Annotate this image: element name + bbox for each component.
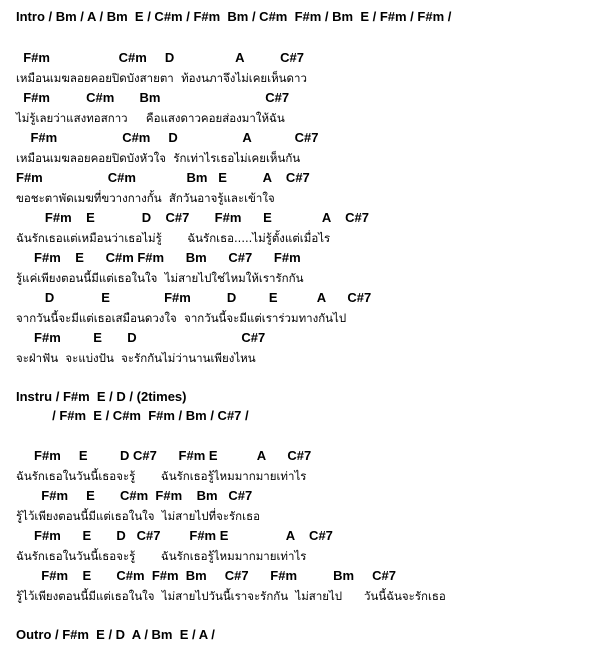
chord-line: F#m E C#m F#m Bm C#7 bbox=[16, 488, 253, 503]
lyric-line: ฉันรักเธอแต่เหมือนว่าเธอไม่รู้ ฉันรักเธอ.....ไม่รู้ตั้งแต่เมื่อไร bbox=[16, 231, 331, 245]
lyric-line: เหมือนเมฆลอยคอยปิดบังสายตา ท้องนภาจึงไม่เคยเห็นดาว bbox=[16, 71, 307, 85]
chord-line: F#m E C#m F#m Bm C#7 F#m Bm C#7 bbox=[16, 568, 396, 583]
lyric-line: ฉันรักเธอในวันนี้เธอจะรู้ ฉันรักเธอรู้ไหมมากมายเท่าไร bbox=[16, 469, 307, 483]
lyric-line: จากวันนี้จะมีแต่เธอเสมือนดวงใจ จากวันนี้จะมีแต่เราร่วมทางกันไป bbox=[16, 311, 347, 325]
chord-line: F#m C#m D A C#7 bbox=[16, 130, 319, 145]
chord-line: F#m E D C#7 bbox=[16, 330, 266, 345]
lyric-line: เหมือนเมฆลอยคอยปิดบังหัวใจ รักเท่าไรเธอไม่เคยเห็นกัน bbox=[16, 151, 301, 165]
lyric-line: รู้แค่เพียงตอนนี้มีแต่เธอในใจ ไม่สายไปใช่ไหมให้เรารักกัน bbox=[16, 271, 304, 285]
intro-line: Intro / Bm / A / Bm E / C#m / F#m Bm / C#m F#m / Bm E / F#m / F#m / bbox=[16, 9, 452, 24]
chord-line: F#m C#m Bm E A C#7 bbox=[16, 170, 310, 185]
lyric-line: ฉันรักเธอในวันนี้เธอจะรู้ ฉันรักเธอรู้ไหมมากมายเท่าไร bbox=[16, 549, 307, 563]
chord-line: F#m C#m Bm C#7 bbox=[16, 90, 290, 105]
chord-line: F#m E D C#7 F#m E A C#7 bbox=[16, 528, 333, 543]
lyric-line: รู้ไว้เพียงตอนนี้มีแต่เธอในใจ ไม่สายไปวันนี้เราจะรักกัน ไม่สายไป วันนี้ฉันจะรักเธอ bbox=[16, 589, 446, 603]
chord-line: F#m C#m D A C#7 bbox=[16, 50, 304, 65]
outro-line: Outro / F#m E / D A / Bm E / A / bbox=[16, 627, 215, 642]
chord-line: F#m E D C#7 F#m E A C#7 bbox=[16, 448, 312, 463]
lyric-line: ขอชะตาพัดเมฆที่ขวางกางกั้น สักวันอาจรู้และเข้าใจ bbox=[16, 191, 275, 205]
instru-line: / F#m E / C#m F#m / Bm / C#7 / bbox=[16, 408, 249, 423]
lyric-line: จะฝ่าฟัน จะแบ่งปัน จะรักกันไม่ว่านานเพียงไหน bbox=[16, 351, 256, 365]
chord-line: F#m E D C#7 F#m E A C#7 bbox=[16, 210, 370, 225]
lyric-line: รู้ไว้เพียงตอนนี้มีแต่เธอในใจ ไม่สายไปที่จะรักเธอ bbox=[16, 509, 260, 523]
chord-line: D E F#m D E A C#7 bbox=[16, 290, 372, 305]
instru-line: Instru / F#m E / D / (2times) bbox=[16, 389, 187, 404]
chord-line: F#m E C#m F#m Bm C#7 F#m bbox=[16, 250, 301, 265]
lyric-line: ไม่รู้เลยว่าแสงทอสกาว คือแสงดาวคอยส่องมาให้ฉัน bbox=[16, 111, 285, 125]
